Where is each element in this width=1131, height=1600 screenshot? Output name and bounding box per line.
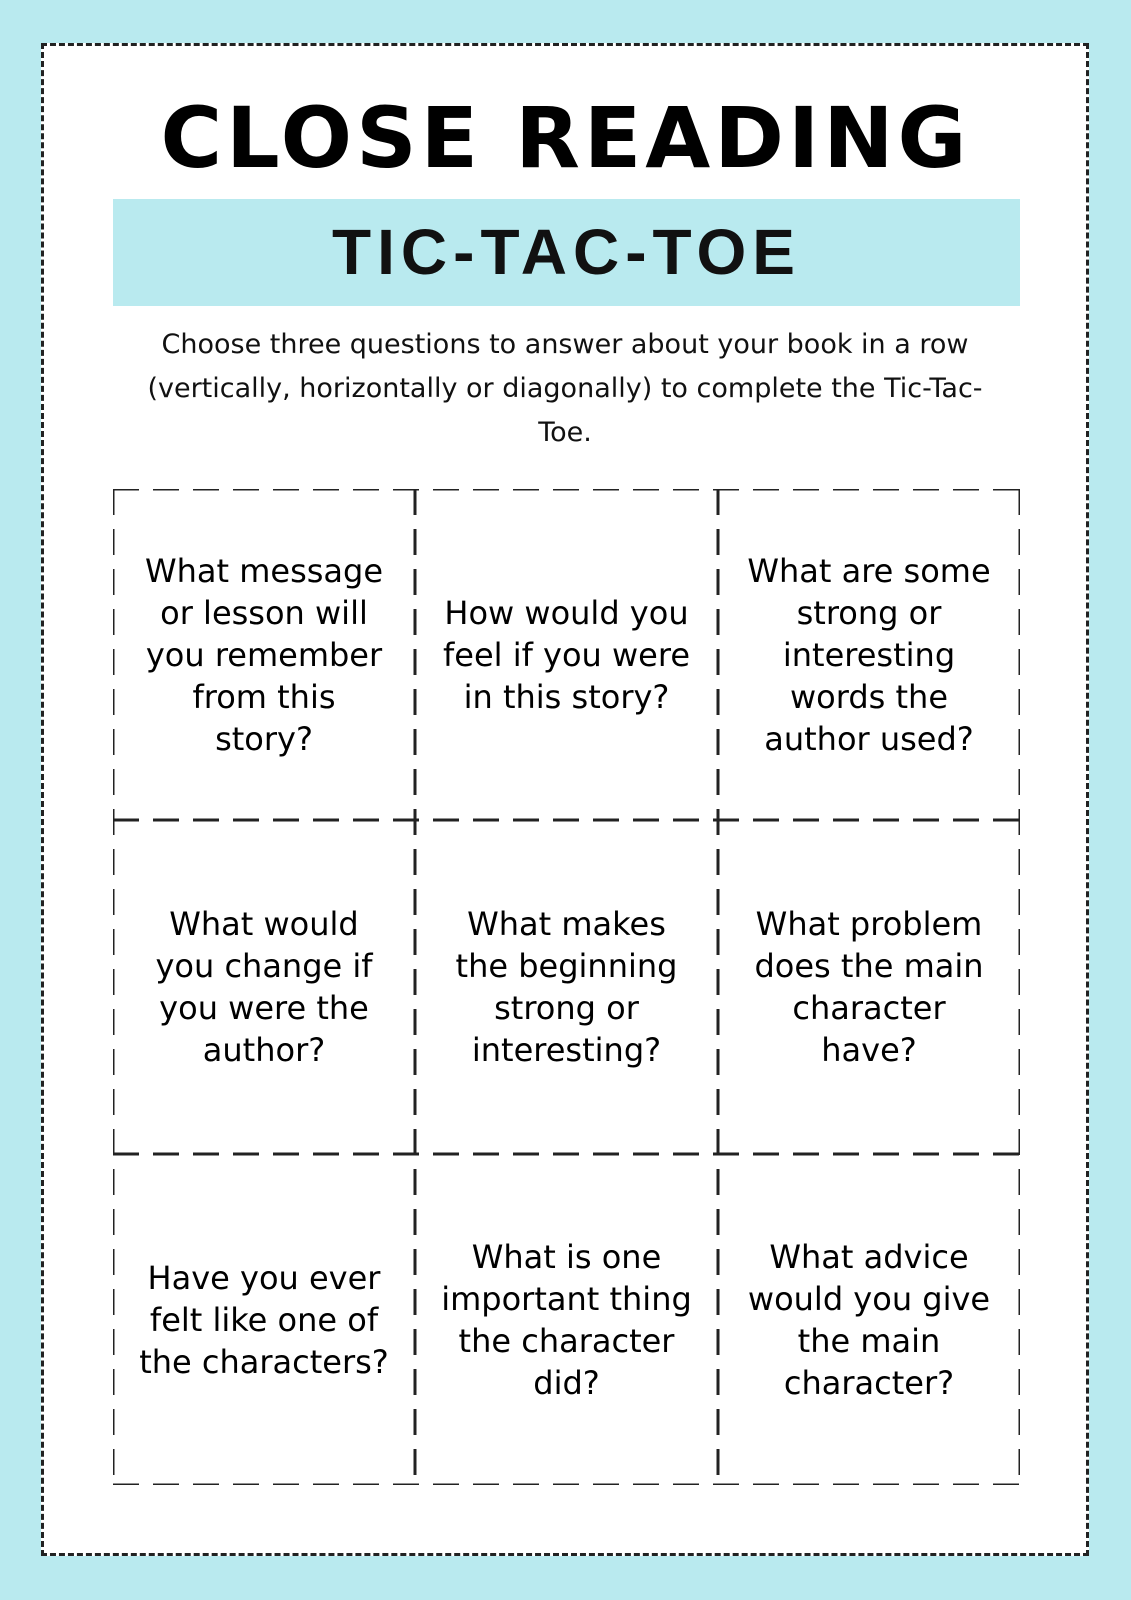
board-cells [113,489,1020,1485]
board-cell[interactable] [113,1154,415,1485]
board-cell[interactable] [113,489,415,820]
cell-question: What would you change if you were the author? [155,905,373,1069]
board-cell[interactable] [718,489,1020,820]
cell-question: What is one important thing the character did? [441,1237,692,1402]
cell-question: What advice would you give the main character? [747,1237,991,1402]
tic-tac-toe-board [113,489,1020,1485]
board-cell[interactable] [415,489,718,820]
subtitle-banner [113,199,1020,306]
cell-question: What message or lesson will you remember from this story? [144,551,384,758]
board-cell[interactable] [415,820,718,1154]
board-cell[interactable] [718,820,1020,1154]
cell-question: Have you ever felt like one of the characters? [139,1258,389,1381]
board-cell[interactable] [415,1154,718,1485]
cell-question: What makes the beginning strong or interesting? [455,905,678,1069]
page-title: CLOSE READING [160,89,971,187]
cell-question: What problem does the main character have? [754,905,984,1069]
cell-question: What are some strong or interesting words the author used? [747,551,991,758]
page-subtitle: TIC-TAC-TOE [332,216,801,288]
board-cell[interactable] [113,820,415,1154]
board-cell[interactable] [718,1154,1020,1485]
instructions-text: Choose three questions to answer about your book in a row (vertically, horizontally or diagonally) to complete the Tic-Tac-Toe. [147,329,983,448]
cell-question: How would you feel if you were in this story? [443,593,690,716]
